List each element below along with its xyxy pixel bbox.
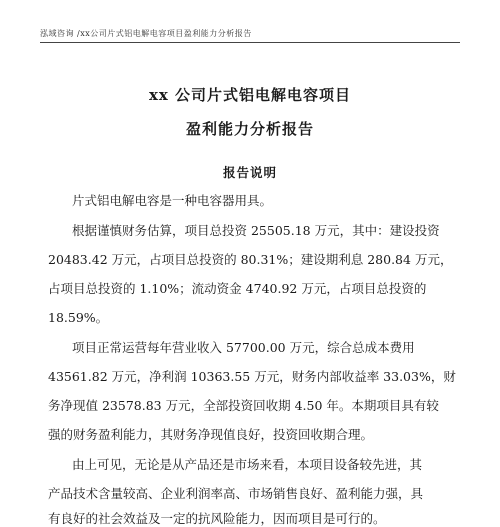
paragraph-4-line: 产品技术含量较高、企业利润率高、市场销售良好、盈利能力强，具 (48, 486, 424, 501)
paragraph-3-line: 强的财务盈利能力，其财务净现值良好，投资回收期合理。 (48, 427, 374, 442)
page-header-breadcrumb: 泓域咨询 /xx公司片式铝电解电容项目盈利能力分析报告 (40, 29, 252, 38)
paragraph-2-line: 占项目总投资的 1.10%；流动资金 4740.92 万元，占项目总投资的 (48, 281, 427, 296)
paragraph-2-line: 20483.42 万元，占项目总投资的 80.31%；建设期利息 280.84 万元， (48, 252, 453, 267)
document-title-line-1: xx 公司片式铝电解电容项目 (148, 86, 352, 104)
paragraph-3-line: 43561.82 万元，净利润 10363.55 万元，财务内部收益率 33.03%，财 (48, 369, 456, 384)
paragraph-2-line: 根据谨慎财务估算，项目总投资 25505.18 万元，其中：建设投资 (72, 223, 440, 238)
document-title-line-2: 盈利能力分析报告 (185, 120, 314, 138)
header-divider (40, 42, 460, 43)
section-heading: 报告说明 (222, 165, 277, 180)
paragraph-3-line: 务净现值 23578.83 万元，全部投资回收期 4.50 年。本期项目具有较 (48, 398, 439, 413)
paragraph-4-line: 有良好的社会效益及一定的抗风险能力，因而项目是可行的。 (48, 511, 386, 526)
paragraph-1-line: 片式铝电解电容是一种电容器用具。 (72, 193, 273, 208)
paragraph-3-line: 项目正常运营每年营业收入 57700.00 万元，综合总成本费用 (72, 340, 415, 355)
paragraph-4-line: 由上可见，无论是从产品还是市场来看，本项目设备较先进，其 (72, 457, 423, 472)
paragraph-2-line: 18.59%。 (48, 310, 109, 325)
